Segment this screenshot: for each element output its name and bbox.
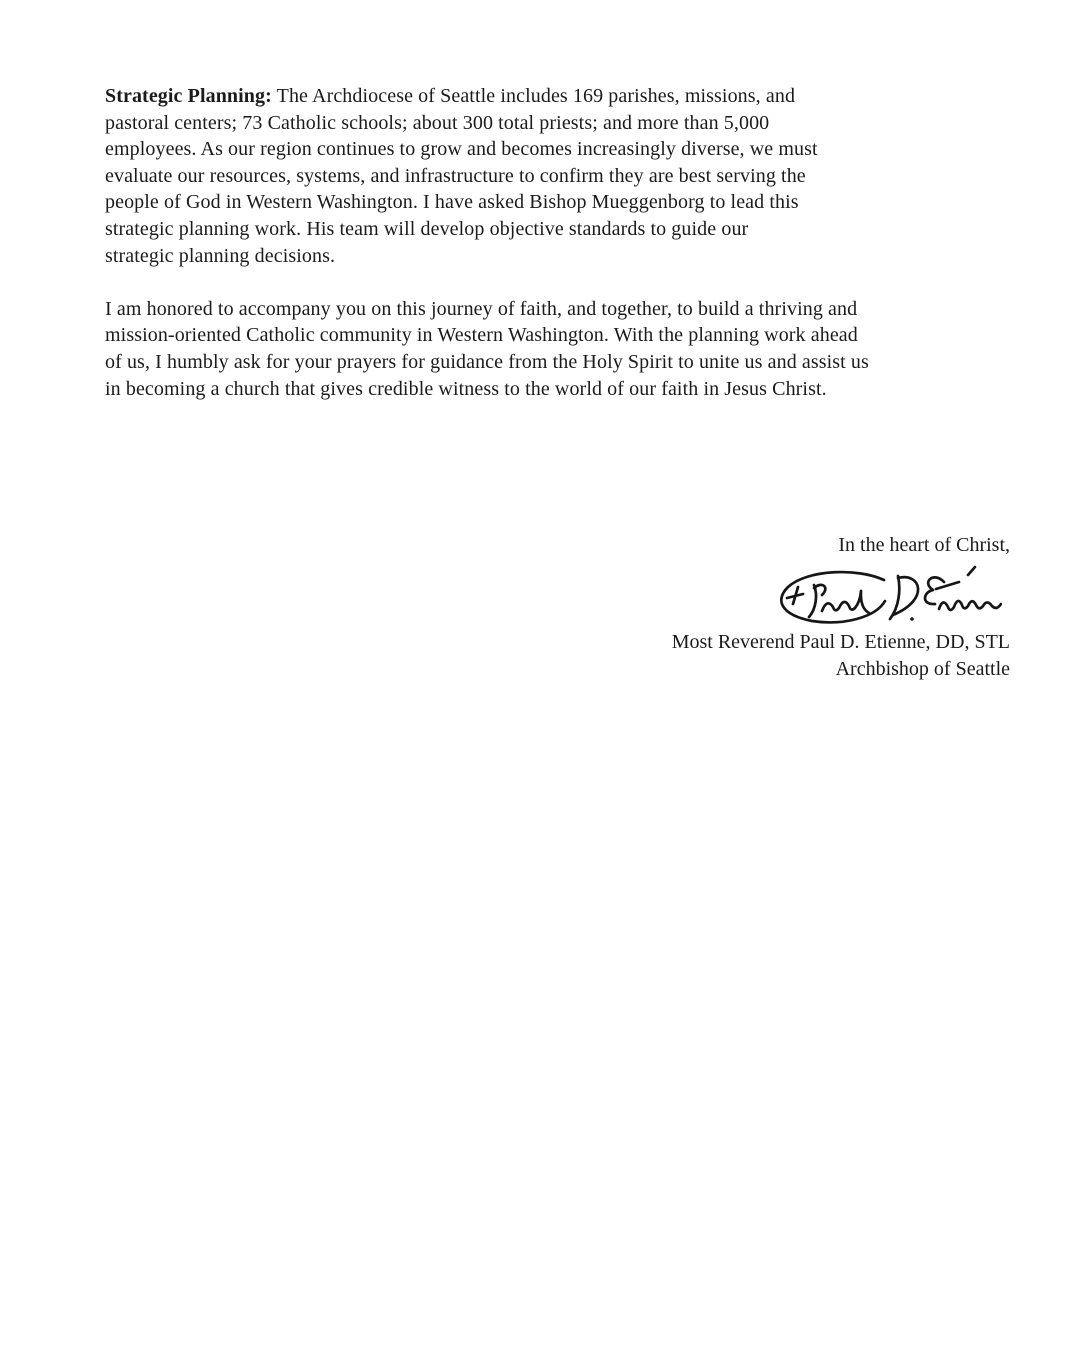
signature-oval-stroke [781, 572, 885, 622]
paragraph-line: pastoral centers; 73 Catholic schools; about 300 total priests; and more than 5,000 [105, 111, 770, 134]
paragraph-line: people of God in Western Washington. I have asked Bishop Mueggenborg to lead this [105, 191, 799, 214]
signature-e-stroke [925, 577, 944, 604]
signature-cross-icon [787, 587, 803, 604]
closing-salutation: In the heart of Christ, [838, 534, 1010, 556]
signer-name: Most Reverend Paul D. Etienne, DD, STL [671, 631, 1010, 653]
signature-graphic [672, 565, 1002, 625]
letter-body [105, 83, 1025, 402]
paragraph-line: strategic planning decisions. [105, 244, 336, 267]
strategic-planning-label: Strategic Planning: [105, 85, 272, 107]
signature-paul-stroke [809, 585, 869, 617]
paragraph-line-text: The Archdiocese of Seattle includes 169 parishes, missions, and [271, 85, 796, 107]
closing-block [672, 532, 1010, 683]
paragraph-line: evaluate our resources, systems, and infrastructure to confirm they are best serving the [105, 164, 806, 187]
paragraph-strategic-planning [105, 83, 1025, 269]
paragraph-line: I am honored to accompany you on this journey of faith, and together, to build a thriving and [105, 297, 858, 320]
signer-title: Archbishop of Seattle [835, 658, 1010, 680]
paragraph-line: mission-oriented Catholic community in Western Washington. With the planning work ahead [105, 324, 858, 347]
signature-accent-stroke [968, 567, 975, 575]
signature-t-crossbar-stroke [936, 582, 959, 589]
signature-d-stroke [890, 576, 918, 619]
paragraph-line: strategic planning work. His team will develop objective standards to guide our [105, 217, 749, 240]
signature-svg [772, 565, 1002, 625]
paragraph-line: employees. As our region continues to grow and becomes increasingly diverse, we must [105, 138, 818, 161]
paragraph-line [105, 83, 1025, 110]
paragraph-line: of us, I humbly ask for your prayers for guidance from the Holy Spirit to unite us and assist us [105, 350, 869, 373]
signature-period-dot [910, 617, 914, 621]
paragraph-closing-remarks [105, 296, 1025, 402]
paragraph-line: in becoming a church that gives credible witness to the world of our faith in Jesus Christ. [105, 377, 827, 400]
signature-tienne-stroke [939, 601, 1001, 610]
